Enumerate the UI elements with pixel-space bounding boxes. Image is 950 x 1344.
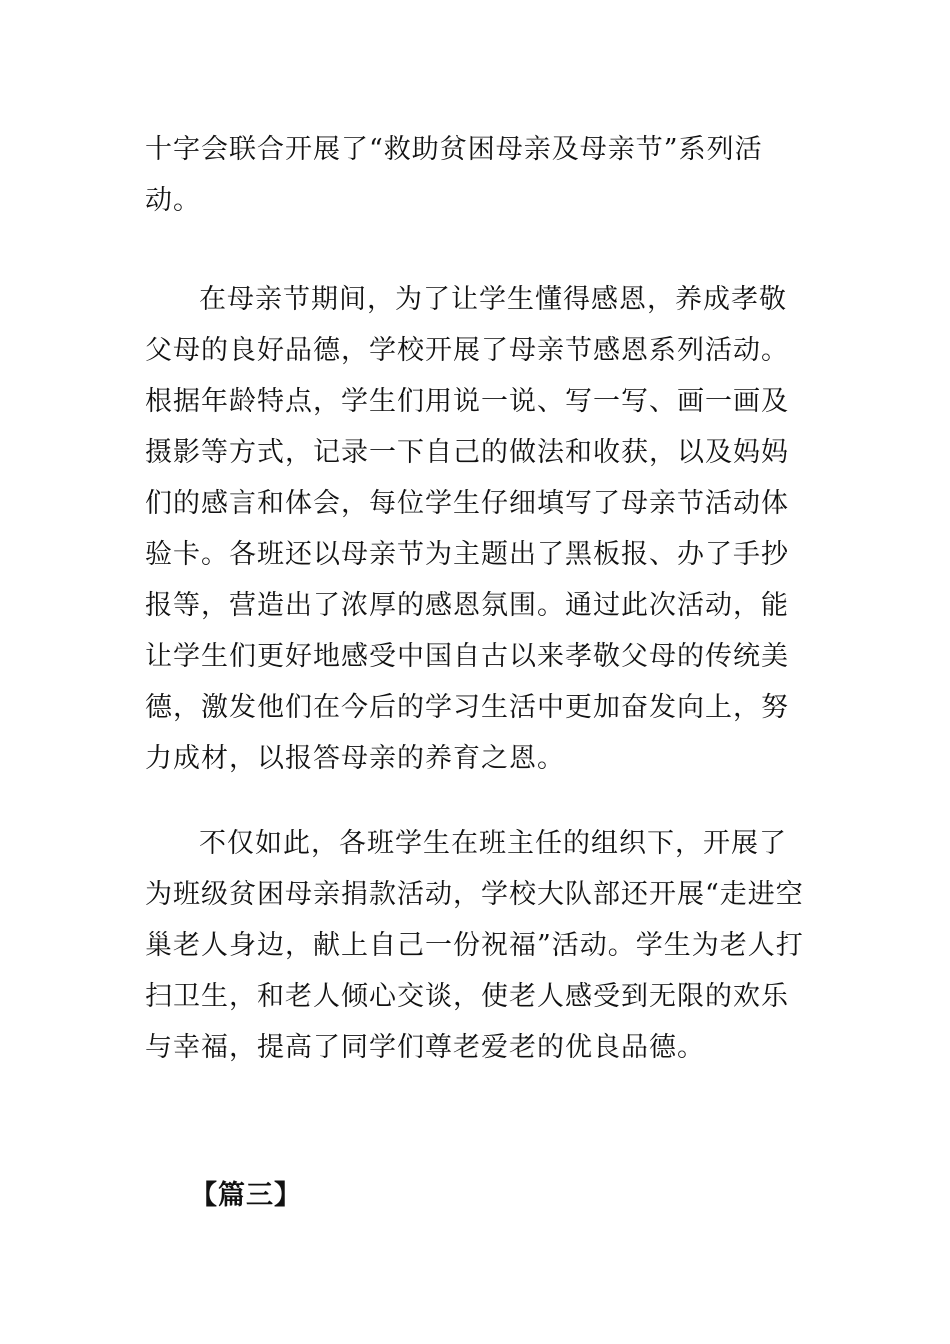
paragraph-donation-activities: 不仅如此，各班学生在班主任的组织下，开展了为班级贫困母亲捐款活动，学校大队部还开展“走进空巢老人身边，献上自己一份祝福”活动。学生为老人打扫卫生，和老人倾心交谈，使老人感受到无限的欢乐与幸福，提高了同学们尊老爱老的优良品德。 (145, 828, 804, 1063)
section-heading: 【篇三】 (190, 1180, 302, 1211)
paragraph-mothers-day-activities: 在母亲节期间，为了让学生懂得感恩，养成孝敬父母的良好品德，学校开展了母亲节感恩系列活动。根据年龄特点，学生们用说一说、写一写、画一画及摄影等方式，记录一下自己的做法和收获，以及妈妈们的感言和体会，每位学生仔细填写了母亲节活动体验卡。各班还以母亲节为主题出了黑板报、办了手抄报等，营造出了浓厚的感恩氛围。通过此次活动，能让学生们更好地感受中国自古以来孝敬父母的传统美德，激发他们在今后的学习生活中更加奋发向上，努力成材，以报答母亲的养育之恩。 (145, 284, 789, 774)
paragraph-continuation: 十字会联合开展了“救助贫困母亲及母亲节”系列活动。 (145, 134, 763, 216)
